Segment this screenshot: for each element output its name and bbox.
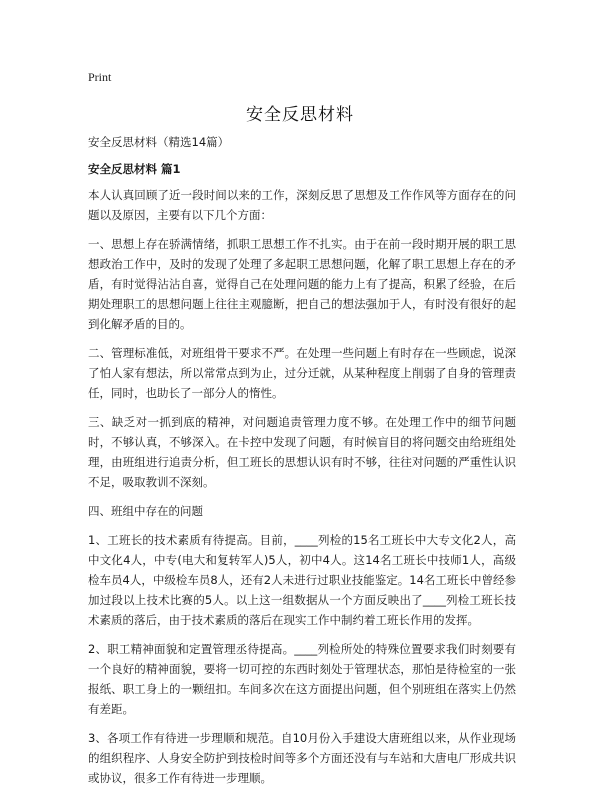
paragraph-point-3: 三、缺乏对一抓到底的精神，对问题追责管理力度不够。在处理工作中的细节问题时，不够认真，不够深入。在卡控中发现了问题，有时候盲目的将问题交由给班组处理，由班组进行追责分析，但工班长的思想认识有时不够，往往对问题的严重性认识不足，吸取教训不深刻。: [88, 415, 516, 489]
paragraph-item-1: 1、工班长的技术素质有待提高。目前，____列检的15名工班长中大专文化2人，高中文化4人，中专(电大和复转军人)5人，初中4人。这14名工班长中技师1人，高级检车员4人，中级检车员8人，还有2人未进行过职业技能鉴定。14名工班长中曾经参加过段以上技术比赛的5人。以上这一组数据从一个方面反映出了____列检工班长技术素质的落后，由于技术素质的落后在现实工作中制约着工班长作用的发挥。: [88, 533, 516, 627]
paragraph-point-1: 一、思想上存在骄满情绪，抓职工思想工作不扎实。由于在前一段时期开展的职工思想政治工作中，及时的发现了处理了多起职工思想问题，化解了职工思想上存在的矛盾，有时觉得沾沾自喜，觉得自己在处理问题的能力上有了提高，积累了经验，在后期处理职工的思想问题上往往主观臆断，把自己的想法强加于人，有时没有很好的起到化解矛盾的目的。: [88, 237, 516, 331]
paragraph-item-2: 2、职工精神面貌和定置管理丞待提高。____列检所处的特殊位置要求我们时刻要有一个良好的精神面貌，要将一切可控的东西时刻处于管理状态，那怕是待检室的一张报纸、职工身上的一颗纽扣。车间多次在这方面提出问题，但个别班组在落实上仍然有差距。: [88, 642, 516, 716]
document-subtitle: 安全反思材料（精选14篇）: [88, 135, 230, 149]
section-heading: 安全反思材料 篇1: [88, 162, 181, 176]
document-body: [88, 132, 516, 797]
paragraph-intro: 本人认真回顾了近一段时间以来的工作，深刻反思了思想及工作作风等方面存在的问题以及原因，主要有以下几个方面：: [88, 188, 516, 222]
page-title: 安全反思材料: [246, 105, 354, 125]
print-label[interactable]: Print: [88, 70, 112, 84]
paragraph-point-4-heading: 四、班组中存在的问题: [88, 504, 203, 518]
paragraph-item-3: 3、各项工作有待进一步理顺和规范。自10月份入手建设大唐班组以来，从作业现场的组织程序、人身安全防护到技检时间等多个方面还没有与车站和大唐电厂形成共识或协议，很多工作有待进一步理顺。: [88, 731, 516, 785]
paragraph-point-2: 二、管理标准低，对班组骨干要求不严。在处理一些问题上有时存在一些顾虑，说深了怕人家有想法，所以常常点到为止，过分迁就，从某种程度上削弱了自身的管理责任，同时，也助长了一部分人的惰性。: [88, 346, 516, 400]
